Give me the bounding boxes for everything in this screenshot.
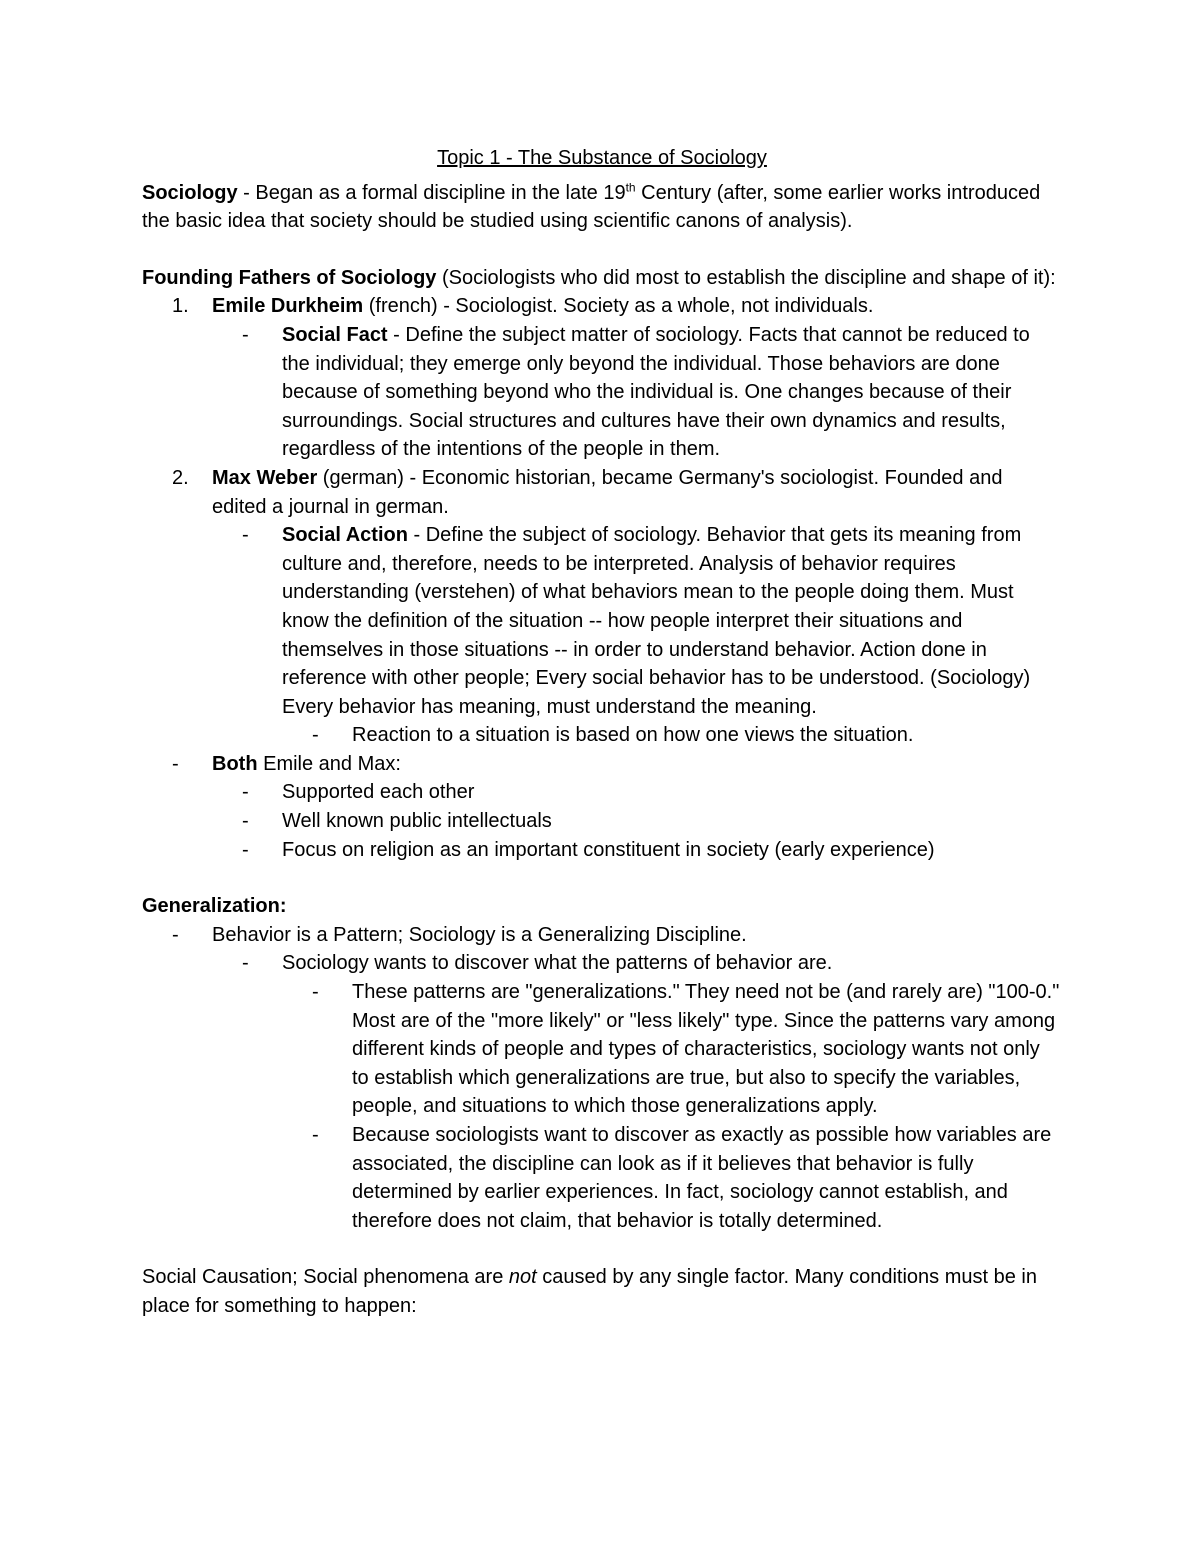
spacer <box>142 1235 1062 1263</box>
spacer <box>142 864 1062 892</box>
weber-name: Max Weber <box>212 466 318 489</box>
bullet-dash: - <box>242 952 249 975</box>
bullet-dash: - <box>242 810 249 833</box>
bullet-dash: - <box>242 838 249 861</box>
list-item-social-action: - Social Action - Define the subject of sociology. Behavior that gets its meaning from culture and, therefore, needs to be interpreted. Analysis of behavior requires understanding (verstehen) of what behaviors mean to the people doing them. Must know the definition of the situation -- how people interpret their situations and themselves in those situations -- in order to understand behavior. Action done in reference with other people; Every social behavior has to be understood. (Sociology) Every behavior has meaning, must understand the meaning. <box>142 521 1062 721</box>
both-term: Both <box>212 752 258 775</box>
bullet-dash: - <box>312 724 319 747</box>
list-number: 1. <box>172 295 189 318</box>
bullet-dash: - <box>312 981 319 1004</box>
list-item-durkheim: 1. Emile Durkheim (french) - Sociologist. Society as a whole, not individuals. <box>142 292 1062 321</box>
sociology-term: Sociology <box>142 181 238 204</box>
bullet-dash: - <box>242 781 249 804</box>
list-item-generalizations: - These patterns are "generalizations." They need not be (and rarely are) "100-0." Most are of the "more likely" or "less likely" type. Since the patterns vary among different kinds of people and types of characteristics, sociology wants not only to establish which generalizations are true, but also to specify the variables, people, and situations to which those generalizations apply. <box>142 978 1062 1121</box>
list-item-reaction: - Reaction to a situation is based on how one views the situation. <box>142 721 1062 750</box>
bullet-dash: - <box>242 524 249 547</box>
list-item-weber: 2. Max Weber (german) - Economic historian, became Germany's sociologist. Founded and edited a journal in german. <box>142 464 1062 521</box>
bullet-dash: - <box>172 923 179 946</box>
list-item: - Supported each other <box>142 778 1062 807</box>
list-item-determined: - Because sociologists want to discover as exactly as possible how variables are associated, the discipline can look as if it believes that behavior is fully determined by earlier experiences. In fact, sociology cannot establish, and therefore does not claim, that behavior is totally determined. <box>142 1121 1062 1235</box>
emphasis-not: not <box>508 1266 537 1289</box>
list-number: 2. <box>172 466 189 489</box>
bullet-dash: - <box>312 1124 319 1146</box>
founders-heading: Founding Fathers of Sociology (Sociologists who did most to establish the discipline and shape of it): <box>142 266 1056 289</box>
durkheim-name: Emile Durkheim <box>212 295 364 318</box>
list-item-discover: - Sociology wants to discover what the patterns of behavior are. <box>142 949 1062 978</box>
causation-paragraph: Social Causation; Social phenomena are not caused by any single factor. Many conditions must be in place for something to happen: <box>142 1266 1037 1317</box>
document-content <box>142 144 1062 1321</box>
list-item-both: - Both Emile and Max: <box>142 750 1062 779</box>
list-item: - Focus on religion as an important constituent in society (early experience) <box>142 836 1062 865</box>
list-item-social-fact: - Social Fact - Define the subject matter of sociology. Facts that cannot be reduced to the individual; they emerge only beyond the individual. Those behaviors are done because of something beyond who the individual is. One changes because of their surroundings. Social structures and cultures have their own dynamics and results, regardless of the intentions of the people in them. <box>142 321 1062 464</box>
page-title: Topic 1 - The Substance of Sociology <box>437 147 767 169</box>
generalization-heading: Generalization: <box>142 895 287 918</box>
list-item: - Well known public intellectuals <box>142 807 1062 836</box>
spacer <box>142 236 1062 264</box>
social-action-term: Social Action <box>282 524 408 547</box>
sociology-paragraph: Sociology - Began as a formal discipline in the late 19th Century (after, some earlier works introduced the basic idea that society should be studied using scientific canons of analysis). <box>142 179 1041 233</box>
list-item-pattern: - Behavior is a Pattern; Sociology is a Generalizing Discipline. <box>142 921 1062 950</box>
social-fact-term: Social Fact <box>282 323 388 346</box>
bullet-dash: - <box>172 752 179 775</box>
bullet-dash: - <box>242 323 249 346</box>
